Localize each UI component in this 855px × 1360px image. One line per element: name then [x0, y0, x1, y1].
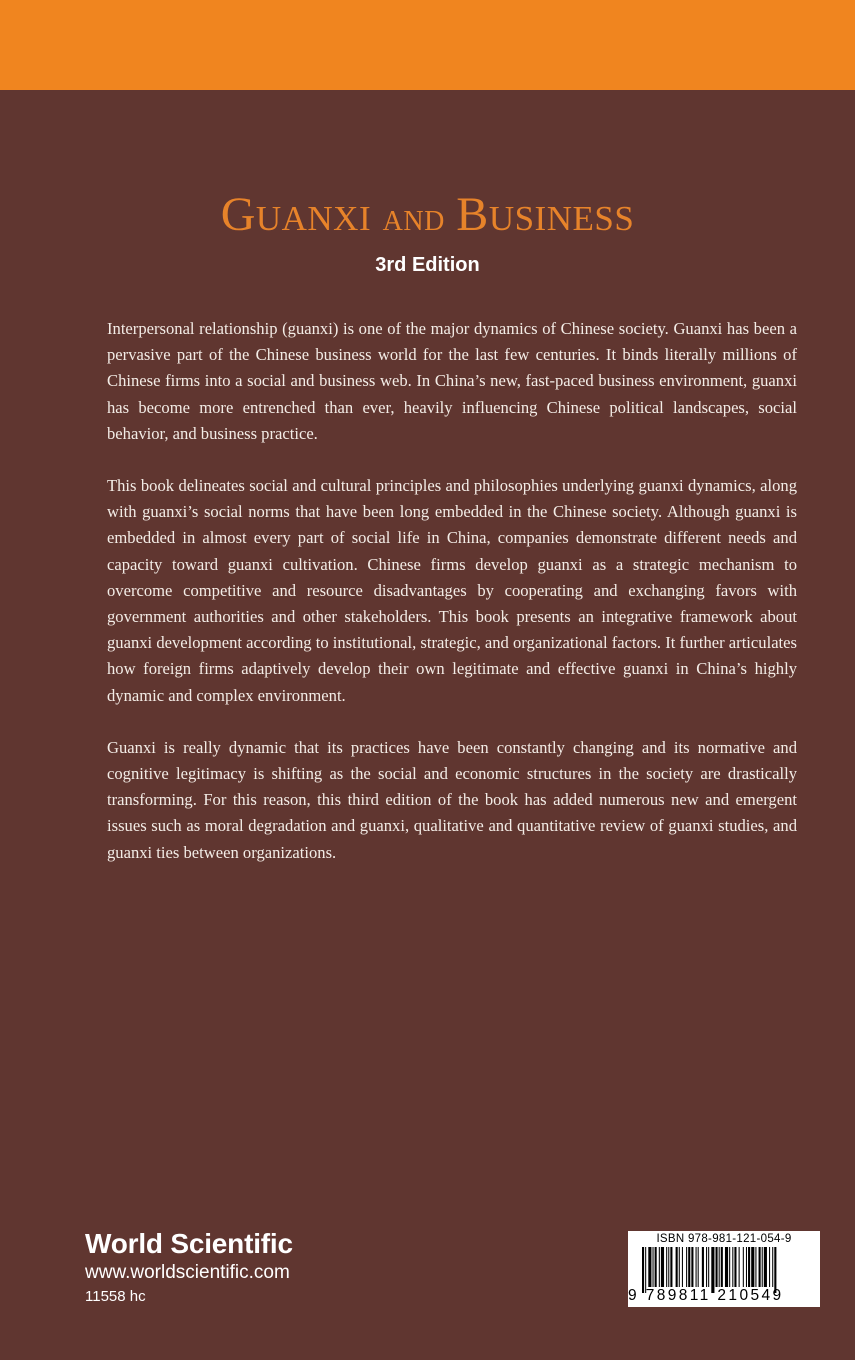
barcode-bar: [696, 1247, 697, 1287]
barcode-bar: [668, 1247, 669, 1287]
barcode-bar: [734, 1247, 736, 1287]
isbn-barcode: [628, 1231, 820, 1307]
barcode-bar: [679, 1247, 680, 1287]
publisher-name: World Scientific: [85, 1228, 293, 1259]
barcode-bar: [686, 1247, 687, 1287]
barcode-bar: [682, 1247, 683, 1287]
barcode-bar: [762, 1247, 763, 1287]
barcode-bar: [739, 1247, 740, 1287]
blurb: [107, 316, 797, 892]
barcode-bar: [759, 1247, 761, 1287]
top-color-band: [0, 0, 855, 90]
barcode-bar: [691, 1247, 693, 1287]
edition-label: 3rd Edition: [375, 254, 480, 276]
publisher-url: www.worldscientific.com: [85, 1262, 290, 1283]
barcode-bar: [725, 1247, 728, 1287]
barcode-bar: [706, 1247, 707, 1287]
blurb-paragraph: Interpersonal relationship (guanxi) is one of the major dynamics of Chinese society. Guanxi has been a pervasive part of the Chinese business world for the last few centuries. It binds literally millions of Chinese firms into a social and business web. In China’s new, fast-paced business environment, guanxi has become more entrenched than ever, heavily influencing Chinese political landscapes, social behavior, and business practice.: [107, 319, 797, 443]
barcode-bar: [729, 1247, 730, 1287]
barcode-bar: [698, 1247, 699, 1287]
blurb-paragraph: Guanxi is really dynamic that its practices have been constantly changing and its normative and cognitive legitimacy is shifting as the social and economic structures in the society are drastically transforming. For this reason, this third edition of the book has added numerous new and emergent issues such as moral degradation and guanxi, qualitative and quantitative review of guanxi studies, and guanxi ties between organizations.: [107, 737, 797, 862]
barcode-bar: [688, 1247, 690, 1287]
barcode-bar: [666, 1247, 667, 1287]
barcode-bar: [670, 1247, 672, 1287]
barcode-bar: [721, 1247, 723, 1287]
barcode-bar: [751, 1247, 754, 1287]
barcode-bar: [764, 1247, 767, 1287]
barcode-bar: [708, 1247, 709, 1287]
barcode-bar: [648, 1247, 651, 1287]
book-title: GUANXI AND BUSINESS: [220, 188, 635, 241]
barcode-bar: [743, 1247, 744, 1287]
barcode-bar: [755, 1247, 756, 1287]
barcode-bar: [653, 1247, 654, 1287]
barcode-digits: 9 789811 210549: [628, 1287, 784, 1304]
barcode-bar: [748, 1247, 750, 1287]
barcode-bar: [659, 1247, 660, 1287]
barcode-bar: [676, 1247, 678, 1287]
barcode-bar: [719, 1247, 720, 1287]
publisher-block: [85, 1227, 293, 1307]
barcode-bar: [655, 1247, 657, 1287]
barcode-bar: [716, 1247, 718, 1287]
barcode-bar: [769, 1247, 770, 1287]
barcode-bar: [732, 1247, 733, 1287]
blurb-paragraph: This book delineates social and cultural principles and philosophies underlying guanxi dynamics, along with guanxi’s social norms that have been long embedded in the Chinese society. Although guanxi is embedded in almost every part of social life in China, companies demonstrate different needs and capacity toward guanxi cultivation. Chinese firms develop guanxi as a strategic mechanism to overcome competitive and resource disadvantages by cooperating and exchanging favors with government authorities and other stakeholders. This book presents an integrative framework about guanxi development according to institutional, strategic, and organizational factors. It further articulates how foreign firms adaptively develop their own legitimate and effective guanxi in China’s highly dynamic and complex environment.: [107, 476, 797, 705]
barcode-bar: [746, 1247, 747, 1287]
barcode-bar: [772, 1247, 773, 1287]
barcode-bar: [661, 1247, 664, 1287]
isbn-label: ISBN 978-981-121-054-9: [656, 1233, 792, 1245]
barcode-bar: [702, 1247, 704, 1287]
product-code: 11558 hc: [85, 1288, 146, 1305]
